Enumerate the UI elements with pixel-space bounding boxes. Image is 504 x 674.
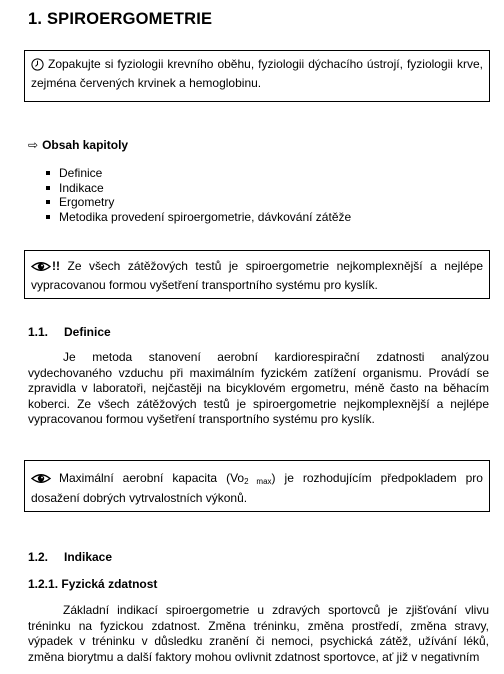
section-number: 1.1. [28, 325, 49, 339]
page-title: 1. SPIROERGOMETRIE [28, 10, 213, 28]
study-note-box [24, 50, 490, 102]
important-box-1 [24, 250, 490, 299]
vo2max-subscript: 2 max [244, 477, 272, 486]
subsection-number: 1.2.1. [28, 577, 59, 591]
section-number: 1.2. [28, 550, 49, 564]
important-text-1: Ze všech zátěžových testů je spiroergometrie nejkomplexnější a nejlépe vypracovanou formou vyšetření transportního systému pro kyslík. [31, 259, 483, 292]
eye-icon [31, 260, 51, 277]
study-note [31, 56, 483, 91]
toc-title: Obsah kapitoly [42, 138, 129, 152]
subsection-heading-fyzicka-zdatnost [28, 577, 157, 591]
clock-icon [31, 58, 44, 75]
fitness-paragraph: Základní indikací spiroergometrie u zdravých sportovců je zjišťování vlivu tréninku na fyzickou zdatnost. Změna tréninku, změna prostředí, změna stravy, výpadek v tréninku v důsledku zranění či nemoci, psychická zátěž, užívání léků, změna biorytmu a další faktory mohou ovlivnit zdatnost sportovce, ať již v negativním [28, 603, 489, 664]
section-title: Definice [64, 325, 111, 339]
arrow-icon: ⇨ [28, 138, 39, 152]
toc-item-definice: Definice [46, 166, 351, 181]
important-note-1 [31, 258, 483, 293]
toc-item-indikace: Indikace [46, 181, 351, 196]
toc-heading [28, 138, 128, 152]
section-heading-definice [28, 325, 111, 339]
toc-item-ergometry: Ergometry [46, 195, 351, 210]
toc-item-metodika: Metodika provedení spiroergometrie, dávkování zátěže [46, 210, 351, 225]
toc-list [46, 166, 351, 224]
definition-paragraph: Je metoda stanovení aerobní kardiorespirační zdatnosti analýzou vydechovaného vzduchu při maximálním fyzickém zatížení organismu. Provádí se zpravidla v laboratoři, nejčastěji na bicyklovém ergometru, méně často na běhacím koberci. Ze všech zátěžových testů je spiroergometrie nejkomplexnější a nejlépe vypracovanou formou vyšetření transportního systému pro kyslík. [28, 350, 489, 426]
section-title: Indikace [64, 550, 113, 564]
subsection-title: Fyzická zdatnost [61, 577, 158, 591]
important-text-2a: Maximální aerobní kapacita (Vo [59, 471, 245, 485]
important-text-2b: ) je rozhodujícím předpokladem pro dosažení dobrých vytrvalostních výkonů. [31, 471, 483, 505]
important-note-2 [31, 470, 483, 506]
section-heading-indikace [28, 550, 112, 564]
important-box-2 [24, 460, 490, 512]
study-note-text: Zopakujte si fyziologii krevního oběhu, fyziologii dýchacího ústrojí, fyziologii krve, zejména červených krvinek a hemoglobinu. [31, 57, 483, 90]
important-marker: !! [52, 259, 60, 273]
eye-icon [31, 472, 51, 489]
